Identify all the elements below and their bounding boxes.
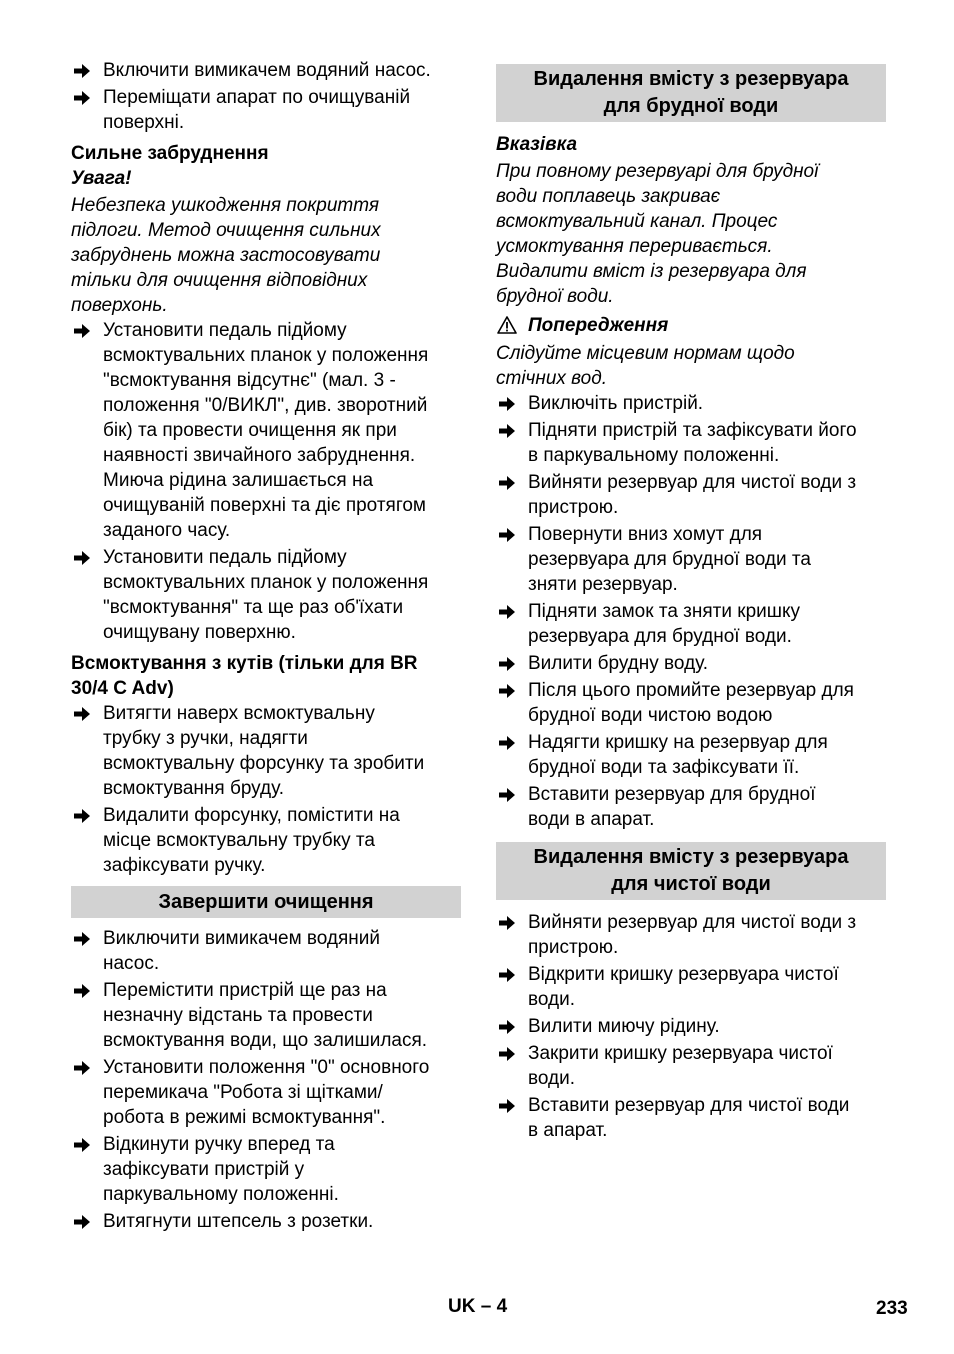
step-line: Після цього промийте резервуар для (528, 680, 854, 701)
instruction-step (496, 651, 886, 676)
step-line: Перемістити пристрій ще раз на (103, 980, 387, 1001)
step-line: Надягти кришку на резервуар для (528, 732, 828, 753)
step-line: насос. (103, 953, 160, 974)
heavy-dirt-steps (71, 318, 461, 645)
instruction-step (496, 1093, 886, 1143)
finish-cleaning-section: Завершити очищення (71, 886, 461, 918)
text-line: Видалення вмісту з резервуара (533, 846, 849, 868)
text-line: підлоги. Метод очищення сильних (71, 220, 381, 241)
instruction-step (496, 418, 886, 468)
text-line: тільки для очищення відповідних (71, 270, 368, 291)
arrow-right-icon (498, 470, 518, 495)
step-line: бік) та провести очищення як при (103, 420, 397, 441)
instruction-step (496, 1014, 886, 1039)
instruction-step (496, 599, 886, 649)
step-line: всмоктувальних планок у положення (103, 345, 429, 366)
instruction-step (496, 391, 886, 416)
warning-triangle-icon (497, 316, 517, 341)
corner-suction-steps (71, 701, 461, 878)
corner-suction-heading (71, 651, 461, 701)
arrow-right-icon (73, 1132, 93, 1157)
step-line: "всмоктування" та ще раз об'їхати (103, 597, 404, 618)
arrow-right-icon (498, 1014, 518, 1039)
step-line: всмоктування води, що залишилася. (103, 1030, 428, 1051)
step-line: Переміщати апарат по очищуваній (103, 87, 411, 108)
text-line: Всмоктування з кутів (тільки для BR (71, 653, 418, 674)
step-line: Виключіть пристрій. (528, 393, 704, 414)
step-line: Установити педаль підйому (103, 547, 347, 568)
arrow-right-icon (73, 85, 93, 110)
step-line: місце всмоктувальну трубку та (103, 830, 375, 851)
step-line: очищувану поверхню. (103, 622, 296, 643)
warning-text (496, 341, 886, 391)
arrow-right-icon (498, 962, 518, 987)
step-line: зафіксувати ручку. (103, 855, 266, 876)
step-line: Повернути вниз хомут для (528, 524, 763, 545)
step-line: Підняти замок та зняти кришку (528, 601, 801, 622)
step-line: положення "0/ВИКЛ", див. зворотний (103, 395, 428, 416)
page-number: 233 (876, 1298, 908, 1319)
instruction-step (71, 978, 461, 1053)
arrow-right-icon (498, 730, 518, 755)
instruction-step (71, 85, 461, 135)
arrow-right-icon (73, 1209, 93, 1234)
step-line: Вийняти резервуар для чистої води з (528, 912, 857, 933)
finish-cleaning-steps (71, 926, 461, 1234)
text-line: поверхонь. (71, 295, 168, 316)
instruction-step (496, 962, 886, 1012)
step-line: всмоктувальних планок у положення (103, 572, 429, 593)
step-line: резервуара для брудної води. (528, 626, 792, 647)
step-line: Підняти пристрій та зафіксувати його (528, 420, 857, 441)
step-line: зафіксувати пристрій у (103, 1159, 305, 1180)
intro-steps (71, 58, 461, 135)
step-line: води. (528, 989, 576, 1010)
text-line: При повному резервуарі для брудної (496, 161, 819, 182)
arrow-right-icon (498, 782, 518, 807)
empty-dirty-tank-steps (496, 391, 886, 832)
instruction-step (71, 58, 461, 83)
instruction-step (71, 318, 461, 543)
caution-label: Увага! (71, 168, 132, 189)
instruction-step (71, 701, 461, 801)
arrow-right-icon (498, 1041, 518, 1066)
step-line: Відкинути ручку вперед та (103, 1134, 335, 1155)
step-line: Вставити резервуар для брудної (528, 784, 816, 805)
footer-language-code: UK – 4 (448, 1296, 508, 1317)
instruction-step (71, 926, 461, 976)
instruction-step (71, 545, 461, 645)
text-line: Видалення вмісту з резервуара (533, 68, 849, 90)
text-line: для брудної води (603, 95, 779, 117)
instruction-step (496, 470, 886, 520)
step-line: Виключити вимикачем водяний (103, 928, 381, 949)
step-line: робота в режимі всмоктування". (103, 1107, 386, 1128)
step-line: всмоктування бруду. (103, 778, 285, 799)
arrow-right-icon (73, 1055, 93, 1080)
instruction-step (496, 730, 886, 780)
step-line: поверхні. (103, 112, 185, 133)
step-line: Миюча рідина залишається на (103, 470, 374, 491)
arrow-right-icon (73, 978, 93, 1003)
step-line: резервуара для брудної води та (528, 549, 811, 570)
text-line: стічних вод. (496, 368, 608, 389)
empty-clean-tank-section (496, 842, 886, 900)
step-line: води. (528, 1068, 576, 1089)
instruction-step (496, 678, 886, 728)
text-line: всмоктувальний канал. Процес (496, 211, 778, 232)
step-line: Вилити миючу рідину. (528, 1016, 720, 1037)
step-line: Вийняти резервуар для чистої води з (528, 472, 857, 493)
arrow-right-icon (498, 1093, 518, 1118)
right-column (496, 64, 886, 1145)
step-line: Вилити брудну воду. (528, 653, 709, 674)
step-line: пристрою. (528, 497, 619, 518)
empty-dirty-tank-section (496, 64, 886, 122)
step-line: Включити вимикачем водяний насос. (103, 60, 431, 81)
step-line: Видалити форсунку, помістити на (103, 805, 400, 826)
step-line: "всмоктування відсутнє" (мал. 3 - (103, 370, 396, 391)
arrow-right-icon (498, 522, 518, 547)
arrow-right-icon (498, 678, 518, 703)
note-label: Вказівка (496, 134, 578, 155)
text-line: води поплавець закриває (496, 186, 721, 207)
text-line: усмоктування переривається. (496, 236, 773, 257)
text-line: 30/4 C Adv) (71, 678, 174, 699)
arrow-right-icon (73, 926, 93, 951)
step-line: паркувальному положенні. (103, 1184, 339, 1205)
instruction-step (496, 1041, 886, 1091)
warning-label: Попередження (528, 315, 669, 336)
step-line: в паркувальному положенні. (528, 445, 780, 466)
step-line: наявності звичайного забруднення. (103, 445, 416, 466)
step-line: зняти резервуар. (528, 574, 678, 595)
step-line: трубку з ручки, надягти (103, 728, 308, 749)
step-line: перемикача "Робота зі щітками/ (103, 1082, 383, 1103)
step-line: брудної води та зафіксувати її. (528, 757, 800, 778)
instruction-step (71, 1132, 461, 1207)
text-line: Слідуйте місцевим нормам щодо (496, 343, 795, 364)
step-line: пристрою. (528, 937, 619, 958)
step-line: в апарат. (528, 1120, 608, 1141)
arrow-right-icon (73, 58, 93, 83)
left-column (71, 58, 461, 1236)
text-line: брудної води. (496, 286, 614, 307)
empty-clean-tank-steps (496, 910, 886, 1143)
instruction-step (496, 522, 886, 597)
step-line: Установити положення "0" основного (103, 1057, 430, 1078)
instruction-step (71, 1055, 461, 1130)
step-line: води в апарат. (528, 809, 655, 830)
arrow-right-icon (73, 803, 93, 828)
arrow-right-icon (498, 391, 518, 416)
arrow-right-icon (498, 418, 518, 443)
instruction-step (71, 1209, 461, 1234)
note-text (496, 159, 886, 309)
heavy-dirt-heading: Сильне забруднення (71, 143, 269, 164)
arrow-right-icon (498, 910, 518, 935)
caution-text (71, 193, 461, 318)
step-line: Установити педаль підйому (103, 320, 347, 341)
step-line: Закрити кришку резервуара чистої (528, 1043, 833, 1064)
text-line: Небезпека ушкодження покриття (71, 195, 380, 216)
text-line: для чистої води (611, 873, 771, 895)
text-line: Видалити вміст із резервуара для (496, 261, 807, 282)
step-line: очищуваній поверхні та діє протягом (103, 495, 426, 516)
step-line: заданого часу. (103, 520, 231, 541)
text-line: забруднень можна застосовувати (71, 245, 381, 266)
instruction-step (71, 803, 461, 878)
instruction-step (496, 782, 886, 832)
arrow-right-icon (73, 545, 93, 570)
arrow-right-icon (498, 599, 518, 624)
step-line: незначну відстань та провести (103, 1005, 373, 1026)
arrow-right-icon (73, 701, 93, 726)
instruction-step (496, 910, 886, 960)
arrow-right-icon (498, 651, 518, 676)
step-line: брудної води чистою водою (528, 705, 773, 726)
warning-row (496, 313, 886, 338)
step-line: всмоктувальну форсунку та зробити (103, 753, 425, 774)
step-line: Відкрити кришку резервуара чистої (528, 964, 839, 985)
step-line: Вставити резервуар для чистої води (528, 1095, 850, 1116)
arrow-right-icon (73, 318, 93, 343)
step-line: Витягнути штепсель з розетки. (103, 1211, 374, 1232)
step-line: Витягти наверх всмоктувальну (103, 703, 375, 724)
